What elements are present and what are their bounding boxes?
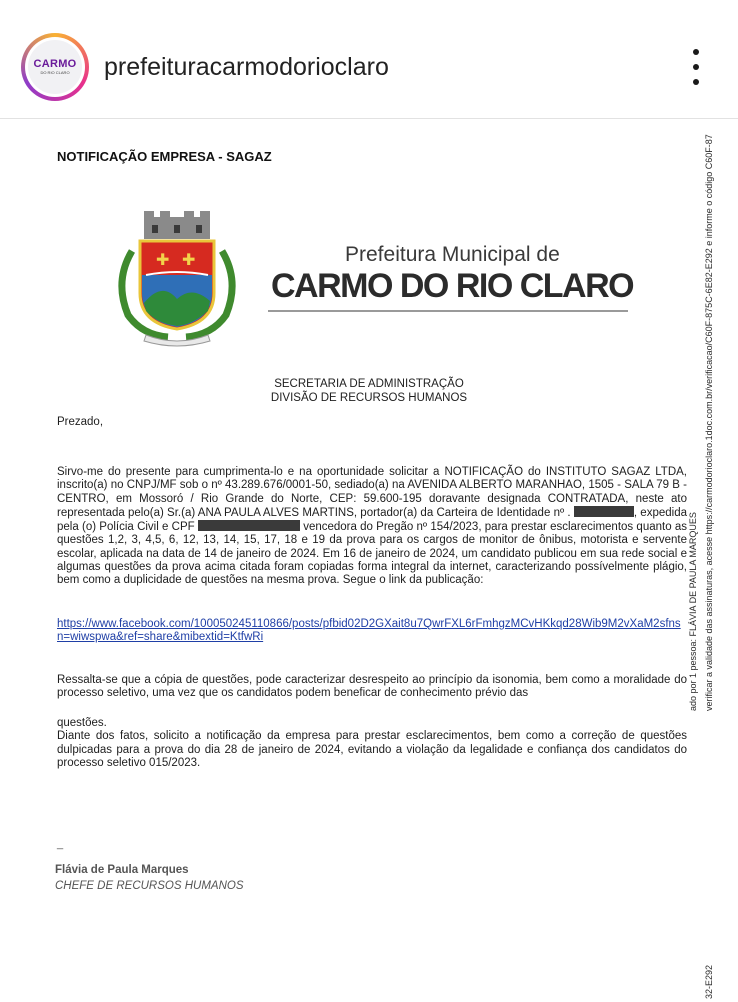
more-vertical-icon[interactable] <box>688 49 704 85</box>
svg-text:✚: ✚ <box>182 250 196 269</box>
avatar[interactable] <box>21 33 89 101</box>
avatar-sub-text: DO RIO CLARO <box>40 70 70 75</box>
body-paragraph-3: Ressalta-se que a cópia de questões, pode caracterizar desrespeito ao princípio da isonomia, bem como a moralidade do processo seletivo, uma vez que os candidatos podem beneficar de conhecimento prévio das <box>57 674 687 700</box>
avatar-frame <box>25 37 85 97</box>
logo-divider <box>268 310 628 312</box>
signed-by-side-text: ado por 1 pessoa: FLÁVIA DE PAULA MARQUES <box>688 512 698 711</box>
logo-subtitle: Prefeitura Municipal de <box>345 243 560 266</box>
body-paragraph-4 <box>57 717 687 770</box>
code-side-text: 32-E292 <box>704 964 714 999</box>
signature-line: _ <box>57 838 64 850</box>
svg-text:✚: ✚ <box>156 250 170 269</box>
signature-name: Flávia de Paula Marques <box>55 864 189 876</box>
logo-name: CARMO DO RIO CLARO <box>271 267 634 305</box>
publication-link[interactable]: https://www.facebook.com/100050245110866/posts/pfbid02D2GXait8u7QwrFXL6rFmhgzMCvHKkqd28Wib9M2vXaM2sfnsn=wiwspwa&ref=share&mibextid=KtfwRi <box>57 618 681 644</box>
department-line-2: DIVISÃO DE RECURSOS HUMANOS <box>270 392 468 404</box>
body-text-1b: , expedida pela (o) Polícia Civil e CPF <box>57 506 687 534</box>
body-text-4: questões. <box>57 717 107 729</box>
signature-title: CHEFE DE RECURSOS HUMANOS <box>55 880 244 892</box>
department-line-1: SECRETARIA DE ADMINISTRAÇÃO <box>274 378 464 390</box>
body-text-1c: vencedora do Pregão nº 154/2023, para prestar esclarecimentos quanto as questões 1,2, 3, 4,5, 6, 12, 13, 14, 15, 17, 18 e 19 da prova para os cargos de monitor de ônibus, motorista e servente escolar, aplicada na data de 14 de janeiro de 2024. <box>57 521 687 560</box>
body-text-5: Diante dos fatos, solicito a notificação da empresa para prestar esclarecimentos, bem como a correção de questões dulpicadas para a prova do dia 28 de janeiro de 2024, evitando a violação da legalidade e confiança dos candidatos do processo seletivo 015/2023. <box>57 730 687 769</box>
body-text-1a: Sirvo-me do presente para cumprimenta-lo e na oportunidade solicitar a NOTIFICAÇÃO do INSTITUTO SAGAZ LTDA, inscrito(a) no CNPJ/MF sob o nº 43.289.676/0001-50, sediado(a) na AVENIDA ALBERTO MARANHAO, 1505 - SALA 79 B - CENTRO, em Mossoró / Rio Grande do Norte, CEP: 59.600-195 doravante designada CONTRATADA, neste ato representada pelo(a) Sr.(a) ANA PAULA ALVES MARTINS, portador(a) da Carteira de Identidade nº . <box>57 466 687 519</box>
coat-of-arms-icon <box>112 211 242 347</box>
verification-side-text: verificar a validade das assinaturas, acesse https://carmodorioclaro.1doc.com.br/verificacao/C60F-875C-6E82-E292 e informe o código C60F-87 <box>704 134 714 711</box>
department-heading <box>0 377 738 405</box>
post-header <box>0 0 738 119</box>
redacted-id-number <box>574 506 634 517</box>
avatar-logo <box>28 40 82 94</box>
document-page <box>0 119 738 1002</box>
body-paragraph-1 <box>57 466 687 588</box>
publication-link-paragraph <box>57 618 687 645</box>
body-text-2: Em 16 de janeiro de 2024, um candidato publicou em sua rede social e algumas questões da prova acima citada foram copiadas forma integral da internet, caracterizando possívelmente plágio, bem como a duplicidade de questões na mesma prova. Segue o link da publicação: <box>57 547 688 587</box>
avatar-brand-text: CARMO <box>33 58 77 70</box>
salutation: Prezado, <box>57 416 104 428</box>
document-title: NOTIFICAÇÃO EMPRESA - SAGAZ <box>57 149 272 164</box>
redacted-cpf <box>198 520 300 531</box>
account-name[interactable]: prefeituracarmodorioclaro <box>104 53 389 81</box>
